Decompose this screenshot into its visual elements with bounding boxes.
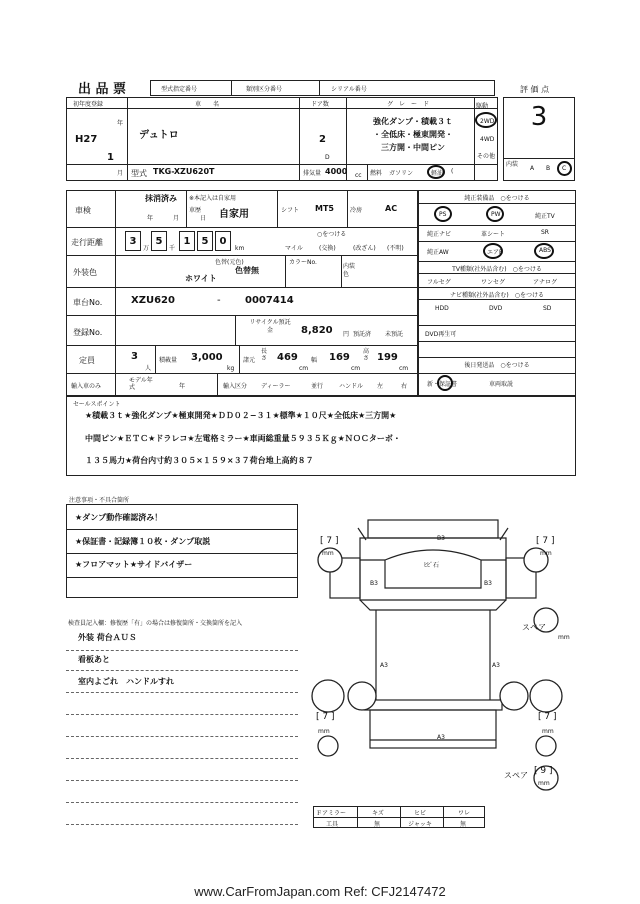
mileage-digit-3: 1 bbox=[179, 231, 195, 251]
usage-note: ※本記入は自家用 bbox=[189, 195, 237, 202]
equip-navi: 純正ナビ bbox=[427, 231, 452, 238]
drive-selected-circle bbox=[475, 112, 497, 128]
mileage-digit-2: 5 bbox=[151, 231, 167, 251]
tread-rear-left: [ 7 ] bbox=[316, 712, 335, 722]
interior-a: A bbox=[530, 165, 535, 172]
label-recycle: リサイクル預託金 bbox=[249, 319, 291, 334]
equip-abs: ABS bbox=[539, 247, 551, 254]
tread-front-right: [ 7 ] bbox=[536, 536, 555, 546]
sales-points-label: セールスポイント bbox=[73, 401, 121, 408]
spare-tread: [ 9 ] bbox=[534, 766, 553, 776]
after-warranty: 新・保証書 bbox=[427, 381, 458, 388]
fuel-diesel: 軽油 bbox=[431, 170, 444, 177]
inspection-year: 年 bbox=[147, 215, 154, 222]
label-first-registration: 初年度登録 bbox=[73, 101, 104, 108]
tread-front-left-unit: mm bbox=[322, 550, 334, 557]
displacement-value: 4000 bbox=[325, 167, 348, 176]
chassis-prefix: XZU620 bbox=[131, 295, 175, 306]
damage-legend bbox=[313, 806, 485, 828]
import-type-dealer: ディーラー bbox=[261, 383, 291, 390]
tread-rear-left-unit: mm bbox=[318, 728, 330, 735]
spare-label-top: スペア bbox=[522, 623, 546, 632]
tv-analog: アナログ bbox=[533, 279, 558, 286]
capacity-unit: 人 bbox=[145, 365, 152, 372]
equipment-header: 純正装備品 ○をつける bbox=[464, 195, 530, 202]
recycle-value: 8,820 bbox=[301, 325, 333, 336]
tread-front-left-value: 7 bbox=[326, 536, 333, 546]
tread-rear-right-value: 7 bbox=[544, 712, 551, 722]
legend-crack: ヒビ bbox=[414, 810, 427, 817]
grade-line-2: ・全低床・極東開発・ bbox=[373, 130, 453, 139]
doors-unit: D bbox=[325, 154, 330, 161]
car-name-value: デュトロ bbox=[139, 130, 179, 141]
details-table bbox=[66, 190, 418, 396]
load-unit: kg bbox=[227, 365, 235, 372]
ac-value: AC bbox=[385, 204, 398, 213]
spare-label-bottom: スペア bbox=[504, 771, 528, 780]
sales-point-line-1: ★積載３ｔ★強化ダンプ★極東開発★ＤＤ０２−３１★標準★１０尺★全低床★三方開★ bbox=[85, 411, 397, 420]
label-inspection: 車検 bbox=[75, 206, 91, 215]
grade-value bbox=[353, 115, 473, 154]
stone-chip-mark: ﾋﾋﾞ石 bbox=[424, 562, 440, 569]
equip-leather: 革シート bbox=[481, 231, 506, 238]
form-title: 出 品 票 bbox=[78, 82, 127, 97]
label-grade: グ レ ー ド bbox=[387, 101, 430, 108]
grade-line-3: 三方開・中間ピン bbox=[381, 143, 445, 152]
month-unit: 月 bbox=[117, 170, 124, 177]
capacity-value: 3 bbox=[131, 351, 138, 362]
sales-point-line-2: 中間ピン★ＥＴＣ★ドラレコ★左電格ミラー★車両総重量５９３５Ｋｇ★ＮＯＣターボ・ bbox=[85, 434, 401, 443]
label-width: 幅 bbox=[311, 357, 318, 364]
handle-left: 左 bbox=[377, 383, 384, 390]
recycle-unit: 円 bbox=[343, 331, 350, 338]
label-length: 長さ bbox=[261, 348, 268, 362]
drive-4wd: 4WD bbox=[480, 136, 495, 143]
drive-other: その他 bbox=[477, 153, 496, 160]
mileage-check-label: ○をつける bbox=[317, 231, 347, 238]
label-dimensions: 諸元 bbox=[243, 357, 256, 364]
handle-right: 右 bbox=[401, 383, 408, 390]
equip-ps: PS bbox=[439, 211, 447, 218]
usage-value: 自家用 bbox=[219, 209, 249, 220]
mileage-opt-exchange: (交換) bbox=[319, 245, 336, 252]
footer-watermark: www.CarFromJapan.com Ref: CFJ2147472 bbox=[194, 884, 446, 899]
load-value: 3,000 bbox=[191, 352, 223, 363]
equip-pw: PW bbox=[491, 211, 501, 218]
model-value: TKG-XZU620T bbox=[153, 167, 215, 176]
navi-dvd: DVD bbox=[489, 305, 503, 312]
grade-line-1: 強化ダンプ・積載３ｔ bbox=[372, 117, 454, 126]
length-unit: cm bbox=[299, 365, 309, 372]
doors-value: 2 bbox=[319, 134, 326, 145]
tv-oneseg: ワンセグ bbox=[481, 279, 506, 286]
width-value: 169 bbox=[329, 352, 350, 363]
label-car-name: 車 名 bbox=[195, 101, 220, 108]
equipment-table bbox=[418, 190, 576, 396]
label-shift: シフト bbox=[281, 207, 300, 214]
tv-header: TV種類(社外品含む) ○をつける bbox=[452, 266, 542, 273]
sales-points-box bbox=[66, 396, 576, 476]
navi-header: ナビ種類(社外品含む) ○をつける bbox=[450, 292, 544, 299]
note-line-2: ★保証書・記録簿１０枚・ダンプ取説 bbox=[75, 537, 211, 546]
eval-label: 評 価 点 bbox=[520, 85, 550, 94]
shift-value: MT5 bbox=[315, 204, 334, 213]
first-reg-era: H27 bbox=[75, 134, 98, 145]
label-fuel: 燃料 bbox=[370, 170, 383, 177]
mileage-opt-tampered: (改ざん) bbox=[353, 245, 376, 252]
fuel-gasoline: ガソリン bbox=[389, 170, 414, 177]
navi-dvd-play: DVD再生可 bbox=[425, 331, 457, 338]
equip-pw-circle bbox=[486, 206, 504, 222]
recycle-not-deposited: 未預託 bbox=[385, 331, 404, 338]
inspector-area bbox=[66, 628, 298, 838]
width-unit: cm bbox=[351, 365, 361, 372]
chassis-dash: - bbox=[217, 295, 221, 306]
label-type-designation: 型式指定番号 bbox=[161, 86, 198, 93]
label-height: 高さ bbox=[363, 348, 370, 362]
truck-diagram bbox=[300, 500, 576, 800]
inspector-label: 検査員記入欄：修復歴「有」の場合は修復箇所・交換箇所を記入 bbox=[68, 620, 243, 627]
exterior-color-value: ホワイト bbox=[185, 274, 217, 283]
length-value: 469 bbox=[277, 352, 298, 363]
legend-jack-value: 無 bbox=[460, 821, 467, 828]
spare-tread-unit: mm bbox=[538, 780, 550, 787]
label-import-type: 輸入区分 bbox=[223, 383, 248, 390]
mileage-digit-4: 5 bbox=[197, 231, 213, 251]
navi-hdd: HDD bbox=[435, 305, 449, 312]
label-handle: ハンドル bbox=[339, 383, 364, 390]
mileage-opt-unknown: (不明) bbox=[387, 245, 404, 252]
label-serial-number: シリアル番号 bbox=[331, 86, 367, 93]
tv-fullseg: フルセグ bbox=[427, 279, 451, 286]
label-doors: ドア数 bbox=[311, 101, 329, 108]
tread-rear-left-value: 7 bbox=[322, 712, 329, 722]
mark-a3-rear: A3 bbox=[437, 734, 445, 741]
equip-ps-circle bbox=[434, 206, 452, 222]
mileage-unit-man: 万 bbox=[143, 245, 150, 252]
equip-aw: 純正AW bbox=[427, 249, 449, 256]
after-header: 後日発送品 ○をつける bbox=[464, 362, 530, 369]
displacement-unit: cc bbox=[355, 172, 362, 179]
recycle-deposited: 預託済 bbox=[353, 331, 372, 338]
equip-sr: SR bbox=[541, 229, 549, 236]
note-line-1: ★ダンプ動作確認済み！ bbox=[75, 513, 163, 522]
inspection-month: 月 bbox=[173, 215, 180, 222]
mark-b3-right: B3 bbox=[484, 580, 492, 587]
tread-front-right-value: 7 bbox=[542, 536, 549, 546]
height-unit: cm bbox=[399, 365, 409, 372]
equip-airbag-circle bbox=[483, 243, 503, 259]
original-color-value: 色替無 bbox=[235, 266, 259, 275]
legend-jack: ジャッキ bbox=[408, 821, 432, 828]
height-value: 199 bbox=[377, 352, 398, 363]
legend-scratch: キズ bbox=[372, 810, 384, 817]
score-value: 3 bbox=[530, 102, 548, 132]
note-line-3: ★フロアマット★サイドバイザー bbox=[75, 560, 193, 569]
after-warranty-circle bbox=[437, 375, 453, 391]
equip-tv: 純正TV bbox=[535, 213, 555, 220]
label-model: 型式 bbox=[131, 169, 147, 178]
tread-rear-right-unit: mm bbox=[542, 728, 554, 735]
label-ac: 冷房 bbox=[350, 207, 363, 214]
mileage-unit-sen: 千 bbox=[169, 245, 176, 252]
fuel-selected-circle bbox=[427, 165, 445, 179]
score-box bbox=[503, 97, 575, 181]
chassis-number: 0007414 bbox=[245, 295, 294, 306]
legend-tools-value: 無 bbox=[374, 821, 381, 828]
legend-break: ワレ bbox=[458, 810, 471, 817]
label-chassis: 車台No. bbox=[73, 298, 103, 307]
equip-airbag: エアB bbox=[487, 249, 504, 256]
vehicle-table bbox=[66, 97, 498, 181]
form-number-strip bbox=[150, 80, 495, 96]
mileage-digit-1: 3 bbox=[125, 231, 141, 251]
interior-c: C bbox=[562, 165, 567, 172]
legend-mirror: Ｆアミラー bbox=[316, 810, 347, 817]
mark-a3-right: A3 bbox=[492, 662, 500, 669]
equip-abs-circle bbox=[534, 243, 554, 259]
label-capacity: 定員 bbox=[79, 356, 95, 365]
sales-point-line-3: １３５馬力★荷台内寸約３０５×１５９×３７荷台地上高約８７ bbox=[85, 456, 314, 465]
legend-tools: 工具 bbox=[326, 821, 339, 828]
mileage-unit-km: km bbox=[235, 245, 245, 252]
label-interior: 内装 bbox=[506, 161, 519, 168]
label-color-no: カラーNo. bbox=[289, 259, 317, 266]
inspector-line-3: 室内よごれ ハンドルすれ bbox=[78, 677, 174, 686]
inspector-line-2: 看板あと bbox=[78, 655, 110, 664]
notes-box bbox=[66, 497, 298, 598]
mileage-digit-5: 0 bbox=[215, 231, 231, 251]
mark-b3-front: B3 bbox=[437, 535, 445, 542]
label-trim-color: 内装色 bbox=[343, 263, 356, 278]
label-load: 積載量 bbox=[159, 357, 178, 364]
inspection-day: 日 bbox=[200, 215, 207, 222]
label-exterior-color: 外装色 bbox=[73, 268, 97, 277]
mark-b3-left: B3 bbox=[370, 580, 378, 587]
label-displacement: 排気量 bbox=[303, 170, 322, 177]
tread-front-left: [ 7 ] bbox=[320, 536, 339, 546]
label-usage: 車歴 bbox=[189, 207, 202, 214]
inspector-line-1: 外装 荷台ＡＵＳ bbox=[78, 633, 137, 642]
mark-a3-left: A3 bbox=[380, 662, 388, 669]
mileage-opt-mile: マイル bbox=[285, 245, 303, 252]
label-class-number: 類別区分番号 bbox=[246, 86, 283, 93]
interior-selected-circle bbox=[557, 161, 572, 176]
label-import-only: 輸入車のみ bbox=[71, 383, 102, 390]
after-manual: 車両取説 bbox=[489, 381, 514, 388]
spare-top-unit: mm bbox=[558, 634, 570, 641]
first-reg-month: 1 bbox=[107, 152, 114, 163]
spare-tread-value: 9 bbox=[540, 766, 547, 776]
label-model-year: モデル年式 bbox=[129, 377, 153, 391]
tread-rear-right: [ 7 ] bbox=[538, 712, 557, 722]
fuel-other: ( bbox=[451, 168, 454, 175]
label-mileage: 走行距離 bbox=[71, 238, 103, 247]
label-reg-no: 登録No. bbox=[73, 328, 103, 337]
interior-b: B bbox=[546, 165, 551, 172]
navi-sd: SD bbox=[543, 305, 552, 312]
year-unit: 年 bbox=[117, 120, 124, 127]
model-year-unit: 年 bbox=[179, 383, 186, 390]
tread-front-right-unit: mm bbox=[540, 550, 552, 557]
notes-label: 注意事項・不具合箇所 bbox=[69, 497, 130, 504]
inspection-value: 抹消済み bbox=[145, 194, 177, 203]
drive-2wd: 2WD bbox=[480, 118, 495, 125]
label-drive: 駆動 bbox=[476, 103, 489, 110]
import-type-parallel: 並行 bbox=[311, 383, 324, 390]
label-original-color: 色替(元色) bbox=[215, 259, 244, 266]
